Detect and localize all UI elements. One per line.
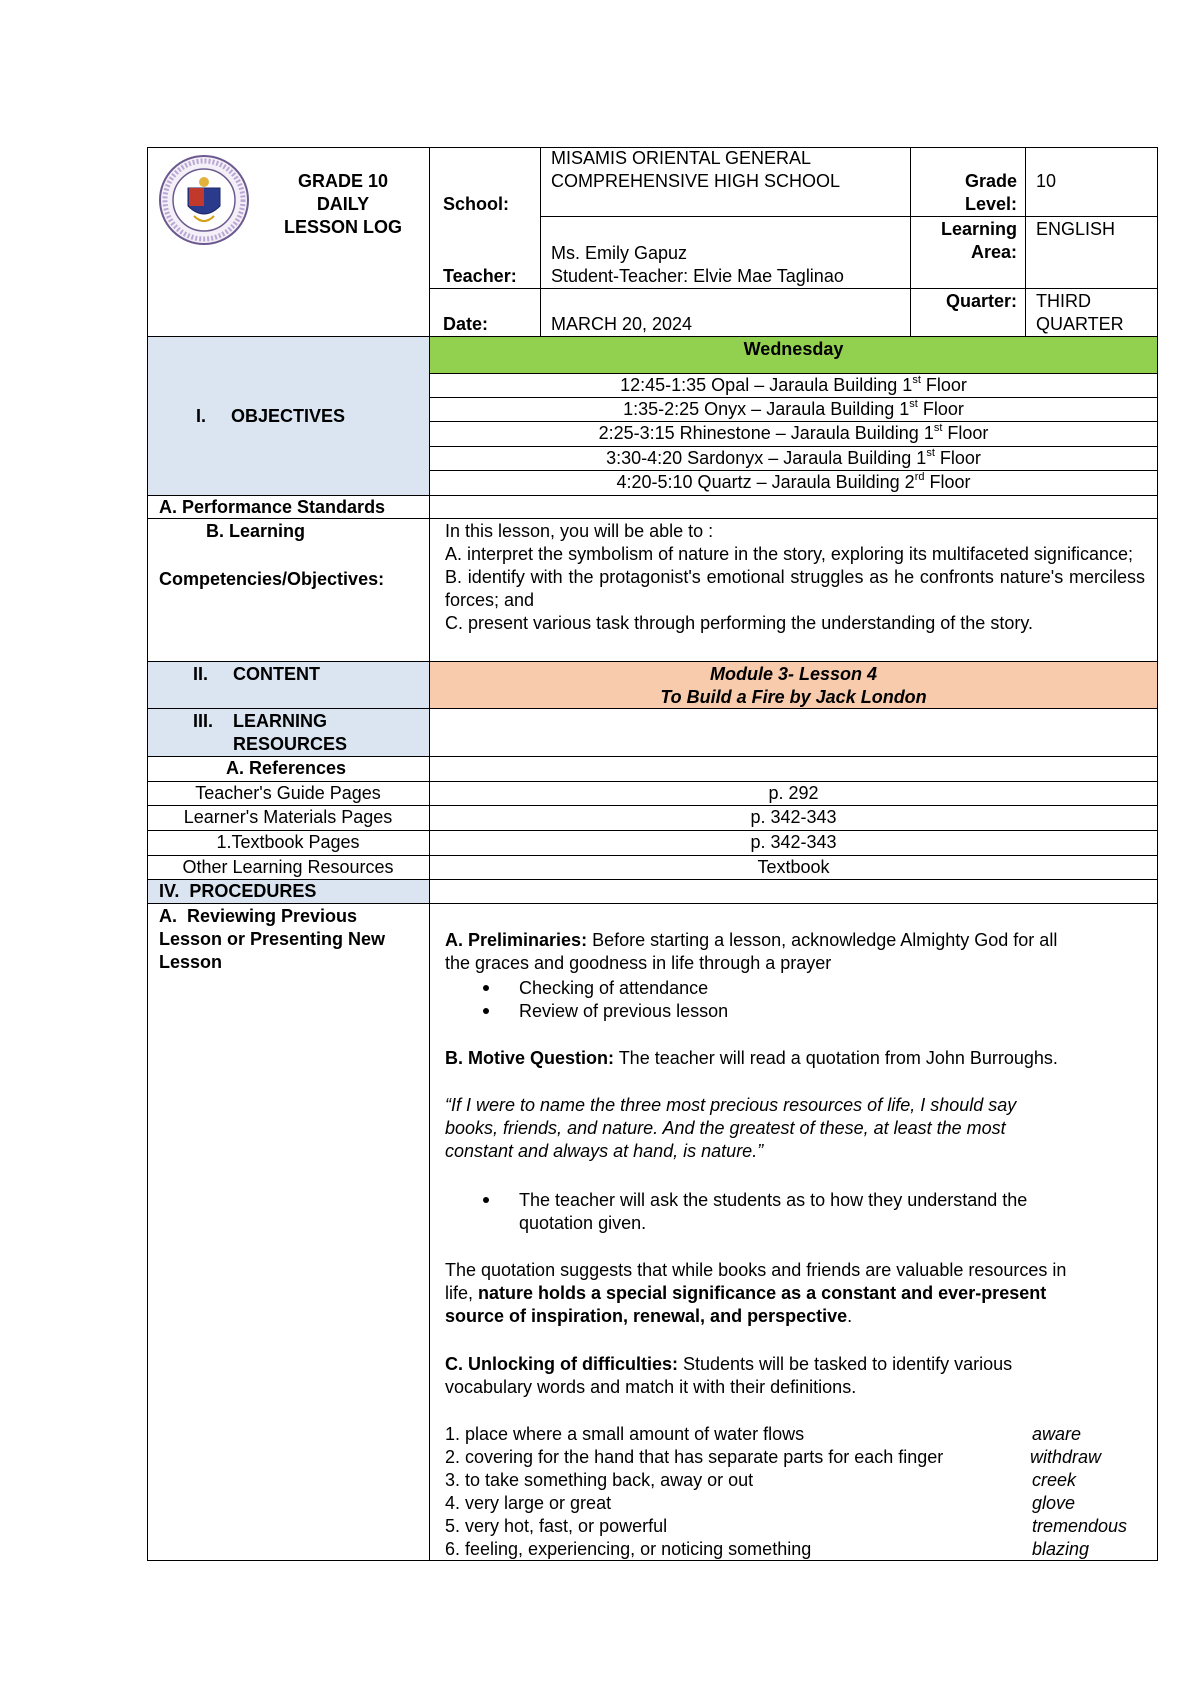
vocab-word: tremendous (1032, 1516, 1128, 1536)
schedule-item: 3:30-4:20 Sardonyx – Jaraula Building 1st Floor (606, 447, 981, 468)
vocab-word: glove (1032, 1493, 1076, 1513)
deped-seal-logo (158, 154, 250, 246)
resource-value: Textbook (757, 857, 830, 877)
vocab-definition: 3. to take something back, away or out (445, 1470, 754, 1490)
grade-level-label: Grade Level: (964, 171, 1017, 214)
vocab-definition: 6. feeling, experiencing, or noticing something (445, 1539, 812, 1559)
content-label: II. CONTENT (193, 664, 321, 684)
objectives-label: I. OBJECTIVES (196, 406, 346, 426)
procedures-label: IV. PROCEDURES (159, 881, 317, 901)
review-previous-lesson-label: A. Reviewing Previous Lesson or Presenting New Lesson (159, 906, 386, 972)
vocab-definition: 4. very large or great (445, 1493, 612, 1513)
motive-question: B. Motive Question: The teacher will read a quotation from John Burroughs. (445, 1048, 1058, 1068)
quarter-value: THIRD QUARTER (1036, 291, 1124, 334)
vocab-definition: 2. covering for the hand that has separate parts for each finger (445, 1447, 944, 1467)
teacher-label: Teacher: (443, 266, 517, 286)
preliminaries-text: A. Preliminaries: Before starting a lesson, acknowledge Almighty God for all the graces and goodness in life through a prayer (445, 930, 1058, 973)
schedule-item: 1:35-2:25 Onyx – Jaraula Building 1st Floor (623, 398, 964, 419)
bullet-icon (483, 985, 489, 991)
references-label: A. References (226, 758, 347, 778)
date-label: Date: (443, 314, 489, 334)
vocab-word: creek (1032, 1470, 1077, 1490)
performance-standards-label: A. Performance Standards (159, 497, 386, 517)
resource-value: p. 342-343 (750, 832, 837, 852)
resource-label: 1.Textbook Pages (216, 832, 360, 852)
resource-value: p. 292 (768, 783, 819, 803)
competencies-text: In this lesson, you will be able to : A. interpret the symbolism of nature in the story, exploring its multifaceted significance; B. identify with the protagonist's emotional struggles as he confronts nature's merciless forces; and C. present various task through performing the understanding of the story. (445, 521, 1145, 633)
vocab-word: blazing (1032, 1539, 1090, 1559)
resource-value: p. 342-343 (750, 807, 837, 827)
day-header: Wednesday (743, 339, 844, 359)
learning-area-value: ENGLISH (1036, 219, 1116, 239)
module-title: Module 3- Lesson 4 To Build a Fire by Jack London (660, 664, 927, 707)
resource-label: Teacher's Guide Pages (195, 783, 381, 803)
quotation: “If I were to name the three most precious resources of life, I should say books, friends, and nature. And the greatest of these, at least the most constant and always at hand, is nature.” (445, 1095, 1017, 1161)
teacher-value: Ms. Emily Gapuz Student-Teacher: Elvie Mae Taglinao (551, 243, 844, 286)
schedule-item: 12:45-1:35 Opal – Jaraula Building 1st Floor (620, 374, 967, 395)
school-label: School: (443, 194, 509, 214)
schedule-item: 4:20-5:10 Quartz – Jaraula Building 2rd Floor (616, 471, 971, 492)
schedule-item: 2:25-3:15 Rhinestone – Jaraula Building 1st Floor (598, 422, 989, 443)
bullet-icon (483, 1197, 489, 1203)
prelim-bullet-item: Checking of attendance (519, 978, 709, 998)
quarter-label: Quarter: (945, 291, 1017, 311)
competencies-label: B. Learning (206, 521, 306, 541)
resource-label: Learner's Materials Pages (183, 807, 393, 827)
daily-lesson-log-title: GRADE 10 DAILY LESSON LOG (283, 171, 402, 237)
grade-level-value: 10 (1036, 171, 1057, 191)
vocab-word: aware (1032, 1424, 1082, 1444)
date-value: MARCH 20, 2024 (551, 314, 693, 334)
prelim-bullet-item: Review of previous lesson (519, 1001, 729, 1021)
vocab-definition: 5. very hot, fast, or powerful (445, 1516, 668, 1536)
ask-students-item: The teacher will ask the students as to how they understand the quotation given. (519, 1190, 1028, 1233)
learning-area-label: Learning Area: (940, 219, 1017, 262)
school-value: MISAMIS ORIENTAL GENERAL COMPREHENSIVE HIGH SCHOOL (551, 148, 841, 191)
quotation-explanation: The quotation suggests that while books and friends are valuable resources in life, nature holds a special significance as a constant and ever-present source of inspiration, renewal, and perspective. (445, 1260, 1067, 1326)
resource-label: Other Learning Resources (182, 857, 394, 877)
unlocking-difficulties: C. Unlocking of difficulties: Students will be tasked to identify various vocabulary words and match it with their definitions. (445, 1354, 1013, 1397)
competencies-label: Competencies/Objectives: (159, 569, 385, 589)
learning-resources-label: III. LEARNING RESOURCES (193, 711, 348, 754)
vocab-word: withdraw (1030, 1447, 1102, 1467)
deped-seal-icon (158, 154, 250, 246)
bullet-icon (483, 1008, 489, 1014)
vocab-definition: 1. place where a small amount of water flows (445, 1424, 805, 1444)
